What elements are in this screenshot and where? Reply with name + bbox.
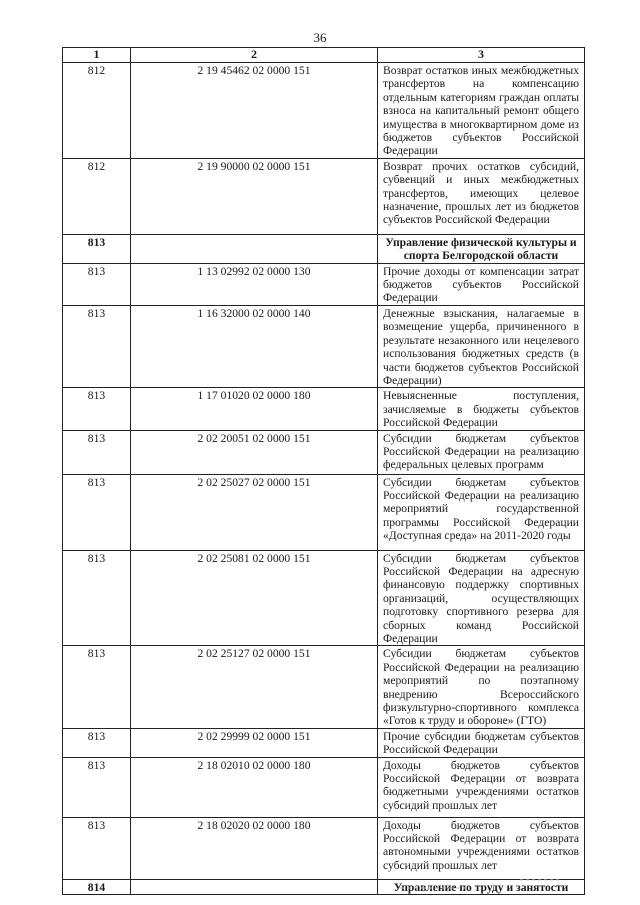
admin-code-cell: 813 <box>63 817 131 879</box>
table-row <box>63 817 585 879</box>
section-row <box>63 879 585 894</box>
description-cell: Прочие субсидии бюджетам субъектов Российской Федерации <box>378 728 585 757</box>
kbk-cell: 2 02 25027 02 0000 151 <box>131 474 378 550</box>
kbk-cell: 2 02 20051 02 0000 151 <box>131 430 378 474</box>
section-title-cell: Управление по труду и занятости <box>378 879 585 894</box>
table-header-row <box>63 48 585 63</box>
table-row <box>63 158 585 234</box>
admin-code-cell: 813 <box>63 263 131 305</box>
description-cell: Прочие доходы от компенсации затрат бюджетов субъектов Российской Федерации <box>378 263 585 305</box>
table-row <box>63 430 585 474</box>
admin-code-cell: 812 <box>63 63 131 159</box>
description-cell: Доходы бюджетов субъектов Российской Федерации от возврата бюджетными учреждениями остатков субсидий прошлых лет <box>378 757 585 817</box>
admin-code-cell: 813 <box>63 474 131 550</box>
table-row <box>63 474 585 550</box>
kbk-cell: 2 19 90000 02 0000 151 <box>131 158 378 234</box>
header-col-2: 2 <box>131 48 378 63</box>
table-row <box>63 388 585 430</box>
table-row <box>63 757 585 817</box>
table-row <box>63 646 585 728</box>
admin-code-cell: 813 <box>63 728 131 757</box>
kbk-cell <box>131 879 378 894</box>
table-row <box>63 728 585 757</box>
table-row <box>63 63 585 159</box>
kbk-cell: 1 13 02992 02 0000 130 <box>131 263 378 305</box>
description-cell: Денежные взыскания, налагаемые в возмещение ущерба, причиненного в результате незаконного или нецелевого использования бюджетных средств (в части бюджетов субъектов Российской Федерации) <box>378 305 585 387</box>
admin-code-cell: 813 <box>63 388 131 430</box>
section-title-cell: Управление физической культуры и спорта Белгородской области <box>378 234 585 263</box>
admin-code-cell: 813 <box>63 430 131 474</box>
admin-code-cell: 812 <box>63 158 131 234</box>
kbk-cell <box>131 234 378 263</box>
description-cell: Невыясненные поступления, зачисляемые в бюджеты субъектов Российской Федерации <box>378 388 585 430</box>
admin-code-cell: 813 <box>63 550 131 646</box>
description-cell: Субсидии бюджетам субъектов Российской Федерации на адресную финансовую поддержку спортивных организаций, осуществляющих подготовку спортивного резерва для сборных команд Российской Федерации <box>378 550 585 646</box>
kbk-cell: 2 19 45462 02 0000 151 <box>131 63 378 159</box>
table-row <box>63 550 585 646</box>
description-cell: Субсидии бюджетам субъектов Российской Федерации на реализацию мероприятий по поэтапному внедрению Всероссийского физкультурно-спортивного комплекса «Готов к труду и обороне» (ГТО) <box>378 646 585 728</box>
kbk-cell: 2 18 02020 02 0000 180 <box>131 817 378 879</box>
table-row <box>63 305 585 387</box>
page-number: 36 <box>313 30 327 45</box>
description-cell: Субсидии бюджетам субъектов Российской Федерации на реализацию федеральных целевых программ <box>378 430 585 474</box>
admin-code-cell: 813 <box>63 234 131 263</box>
description-cell: Субсидии бюджетам субъектов Российской Федерации на реализацию мероприятий государственной программы Российской Федерации «Доступная среда» на 2011-2020 годы <box>378 474 585 550</box>
header-col-3: 3 <box>378 48 585 63</box>
revenue-codes-table <box>62 47 585 895</box>
section-row <box>63 234 585 263</box>
kbk-cell: 2 02 25127 02 0000 151 <box>131 646 378 728</box>
admin-code-cell: 813 <box>63 646 131 728</box>
kbk-cell: 1 16 32000 02 0000 140 <box>131 305 378 387</box>
kbk-cell: 2 02 25081 02 0000 151 <box>131 550 378 646</box>
kbk-cell: 2 02 29999 02 0000 151 <box>131 728 378 757</box>
kbk-cell: 1 17 01020 02 0000 180 <box>131 388 378 430</box>
kbk-cell: 2 18 02010 02 0000 180 <box>131 757 378 817</box>
admin-code-cell: 814 <box>63 879 131 894</box>
admin-code-cell: 813 <box>63 305 131 387</box>
description-cell: Доходы бюджетов субъектов Российской Федерации от возврата автономными учреждениями остатков субсидий прошлых лет <box>378 817 585 879</box>
description-cell: Возврат остатков иных межбюджетных трансфертов на компенсацию отдельным категориям граждан оплаты взноса на капитальный ремонт общего имущества в многоквартирном доме из бюджетов субъектов Российской Федерации <box>378 63 585 159</box>
description-cell: Возврат прочих остатков субсидий, субвенций и иных межбюджетных трансфертов, имеющих целевое назначение, прошлых лет из бюджетов субъектов Российской Федерации <box>378 158 585 234</box>
table-row <box>63 263 585 305</box>
admin-code-cell: 813 <box>63 757 131 817</box>
header-col-1: 1 <box>63 48 131 63</box>
